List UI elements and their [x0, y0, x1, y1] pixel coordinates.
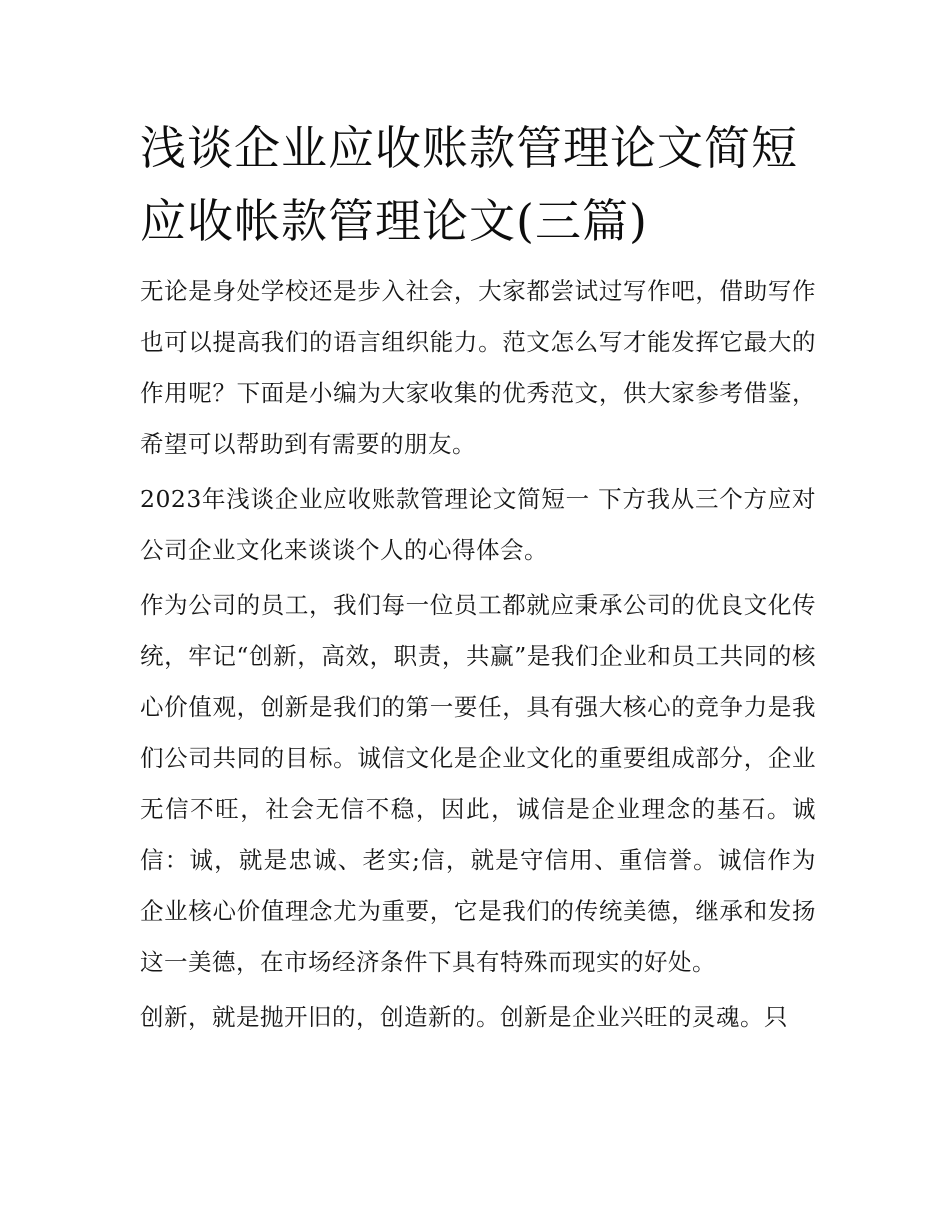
paragraph-innovation: 创新，就是抛开旧的，创造新的。创新是企业兴旺的灵魂。只 — [140, 1003, 788, 1031]
document-title: 浅谈企业应收账款管理论文简短 应收帐款管理论文(三篇) — [140, 121, 798, 248]
paragraph-intro: 无论是身处学校还是步入社会，大家都尝试过写作吧，借助写作也可以提高我们的语言组织能力。范文怎么写才能发挥它最大的作用呢？下面是小编为大家收集的优秀范文，供大家参考借鉴，希望可以帮助到有需要的朋友。 — [140, 277, 816, 458]
paragraph-section-one-intro: 2023年浅谈企业应收账款管理论文简短一 下方我从三个方应对公司企业文化来谈谈个人的心得体会。 — [140, 485, 816, 564]
paragraph-corporate-culture: 作为公司的员工，我们每一位员工都就应秉承公司的优良文化传统，牢记“创新，高效，职责，共赢”是我们企业和员工共同的核心价值观，创新是我们的第一要任，具有强大核心的竞争力是我们公司共同的目标。诚信文化是企业文化的重要组成部分，企业无信不旺，社会无信不稳，因此，诚信是企业理念的基石。诚信：诚，就是忠诚、老实;信，就是守信用、重信誉。诚信作为企业核心价值理念尤为重要，它是我们的传统美德，继承和发扬这一美德，在市场经济条件下具有特殊而现实的好处。 — [140, 591, 816, 976]
document-body — [140, 112, 816, 1047]
